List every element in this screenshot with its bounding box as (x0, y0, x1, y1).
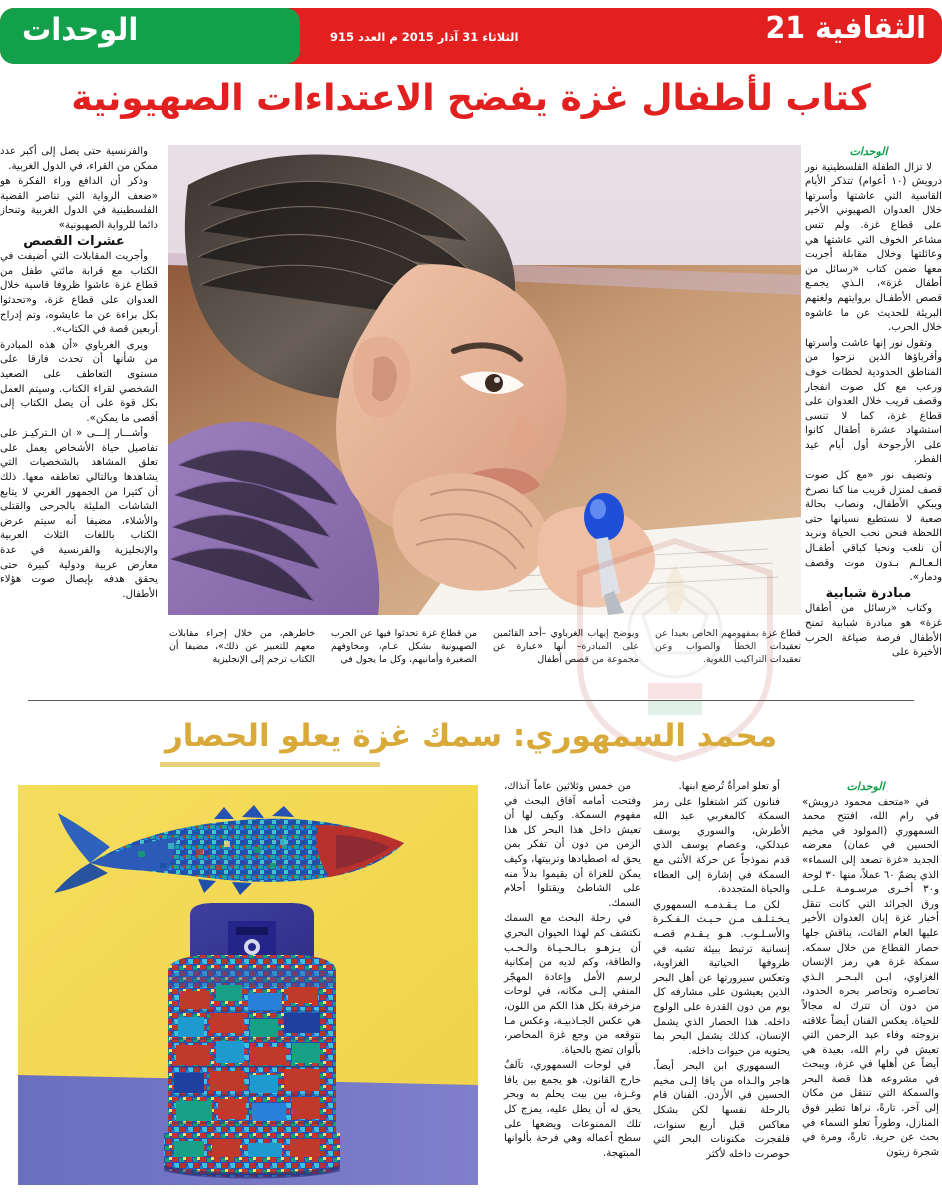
issue-date-line: الثلاثاء 31 آذار 2015 م العدد 915 (330, 30, 519, 44)
paragraph: لا تزال الطفلة الفلسطينية نور درويش (١٠ أعوام) تتذكر الأيام القاسية التي عاشتها وأسرتها خلال العدوان الصهيوني الأخير على قطاع غزة. ولم تنس مشاعر الخوف التي عاشتها هي وعائلتها وخلال مقابلة أجريت معها ضمن كتاب «رسائل من أطفال غزة»، الـذي يجمـع قصص الأطفـال بروايتهم ولغتهم البريئة للحديث عن ما عاشوه خلال الحرب. (805, 161, 942, 334)
article1-left-column (0, 145, 158, 603)
paragraph: وتقول نور إنها عاشت وأسرتها وأقرباؤها الذين نزحوا من المناطق الحدودية لحظات خوف ورعب مع كل صوت انفجار وقصف قريب خلال العدوان على قطاع غزة، كما لا تنسى استشهاد عشرة أطفال كانوا على الأرجوحة أول أيام عيد الفطر. (805, 337, 942, 466)
paragraph: وذكر أن الدافع وراء الفكرة هو «ضعف الرواية التي تناصر القضية الفلسطينية في الدول الغربية وتنحاز دائما للرواية الصهيونية» (0, 176, 158, 231)
caption-column: قطاع غزة بمفهومهم الخاص بعيدا عن تعقيدات الخطأ والصواب وعن تعقيدات التراكيب اللغوية. (655, 628, 801, 666)
paragraph: وكتاب «رسائل من أطفال غزة» هو مبادرة شبابية تمنح الأطفال فرصة صياغة الحرب الأخيرة على (805, 603, 942, 659)
article2-column-2 (653, 780, 790, 1163)
article2-painting (18, 785, 478, 1185)
caption-column: من قطاع غزة تحدثوا فيها عن الحرب الصهيونية بشكل عـام، ومخاوفهم الصغيرة وأمانيهم، وكل ما يجول في (331, 628, 477, 666)
article1-headline: كتاب لأطفال غزة يفضح الاعتداءات الصهيونية (71, 78, 871, 119)
article2-column-3 (504, 780, 641, 1162)
paragraph: السمهوري ابن البحر أيضاً. هاجر والـداه من يافا إلـى مخيم الحسين في الأردن. الفنان قام بالرحلة نفسها لكن بشكل معاكس قبل أربع سنوات، فلفجرت مكنونات البحر التي حوصرت داخله لأكثر (653, 1061, 790, 1160)
article1-subheading-stories: عشرات القصص (23, 233, 125, 249)
section-badge-label: الثقافية 21 (765, 11, 926, 46)
paragraph: في رحلة البحث مع السمك نكتشف كم لهذا الحيوان البحري أن يـزهـو بـالـحـيـاة والـحـب والطاقة، وكم لديه من إمكانية لرسم الأمل وإعادة المهجّر المنفي إلـى مكانه، في لوحات مزخرفة بكل هذا الكم من اللون، هي عكس الجـاذبيـة، وعكس مـا نتوقعه من وجع غزة المحاصر، بألوان تضج بالحياة. (504, 913, 641, 1056)
article1-photo (168, 145, 801, 615)
caption-column: خاطرهم، من خلال إجراء مقابلات معهم للتعبير عن ذلك»، مضيفا أن الكتاب ترجم إلى الإنجليزية (169, 628, 315, 666)
paragraph: في لوحات السمهوري، تآلفٌ خارج القانون. هو يجمع بين يافا وغـزة، بين بيت يحلم به وبحر يحق له أن يطل عليه، يمزج كل تلك الممنوعات ويضعها على سطح أعماله وهي فرحة بألوانها المبتهجة. (504, 1060, 641, 1159)
article2-headline-underline (160, 762, 380, 767)
article2-byline: الوحدات (846, 780, 885, 793)
caption-column: ويوضح إيهاب الغرباوي –أحد القائمين على المبادرة– أنها «عبارة عن مجموعة من قصص أطفال (493, 628, 639, 666)
paragraph: فنانون كثر اشتغلوا على رمز السمكة كالمغربي عبد الله الأطرش، والسوري يوسف عبدلكي، وعصام يوسف الذي قدم نموذجاً عن حركة الأنثى مع السمكة في إشارة إلى العطاء والحياة المتجددة. (653, 796, 790, 896)
paragraph: من خمس وثلاثين عاماً آنذاك، وفتحت أمامه آفاق البحث في مفهوم السمكة. وكيف لها أن تعيش داخل هذا البحر كل هذا الزمن من دون أن تفكر بمن يحق له اصطيادها وتربيتها، وكيف يمكن للغزاة أن يقيموا بدلاً منه على الشاطئ ويقتلوا أحلام السمك. (504, 781, 641, 909)
article2-column-1 (802, 780, 939, 1161)
article1 (0, 145, 942, 690)
article2 (0, 780, 942, 1195)
masthead (0, 8, 942, 64)
paragraph: لكن مـا يـقـدمـه السمهوري يـخـتـلـف مـن حـيـث الـفـكـرة والأسـلـوب. هـو يـقـدم قصـه إنسانية ترتبط ببيئة تشبه في ظروفها الحياتية الغزاوية، وتعكس سيرورتها عن أهل البحر الذين يعيشون على مشارفه كل يوم من دون القدرة على الولوج داخله. هذا الحصار الذي يشمل الإنسان، كذلك يشمل البحر بما يحتويه من حيوات داخله. (653, 899, 790, 1057)
article1-subheading-initiative: مبادرة شبابية (825, 585, 912, 601)
paragraph: والفرنسية حتى يصل إلى أكبر عدد ممكن من القراء، في الدول الغربية. (0, 146, 158, 172)
article2-headline: محمد السمهوري: سمك غزة يعلو الحصار (164, 718, 778, 754)
paragraph: وأجريت المقابلات التي أضيفت في الكتاب مع قرابة مائتي طفل من قطاع غزة عاشوا ظروفا قاسية خلال العدوان على قطاع غزة، و«تحدثوا بكل براءة عن ما عايشوه، وتم إدراج أربعين قصة في الكتاب». (0, 251, 158, 336)
paragraph: وأشـــار إلـــى « ان الـتركيـز على تفاصيل حياة الأشخاص يعمل على تعلق المشاهد بالشخصيات التي يشاهدها وبالتالي تعاطفه معها. ذلك أن كثيرا من الجمهور الغربي لا يتابع الشاشات المليئة بالجرحى والقتلى والأشلاء، مضيفا أنه سيتم عرض الكتاب باللغات الثلاث العربية والإنجليزية والفرنسية في عدة معارض عربية ودولية كبيرة حتى يحقق هدفه بإيصال صوت هؤلاء الأطفال. (0, 428, 158, 600)
article1-right-column (805, 145, 942, 662)
section-divider (28, 700, 914, 701)
newspaper-brand-logo: الوحدات (22, 12, 139, 48)
article1-byline: الوحدات (849, 145, 888, 158)
article1-caption-columns (168, 627, 801, 687)
paragraph: أو تعلو امرأةٌ تُرضع ابنها. (678, 781, 780, 792)
paragraph: وتضيف نور «مع كل صوت قصف لمنزل قريب منا كنا نصرخ ويبكي الأطفال، ونصاب بحالة صعبة لا نستطيع نسيانها حتى اللحظة فنحن نحب الحياة ونريد أن نلعب ونحيا كباقي أطفـال الـعـالـم بـدون موت وقصف ودمار». (805, 470, 942, 584)
paragraph: في «متحف محمود درويش» في رام الله، افتتح محمد السمهوري (المولود في مخيم الحسين في عمان) معرضه الجديد «غزة تصعد إلى السماء» الذي يضمّ ٦٠ عملاً، منها ٣٠ لوحة و٣٠ أخـرى مرسـومـة عـلـى ورق الجرائد التي كانت تنقل أخبار غزة إبان العدوان الأخير عليها العام الفائت، يناقش جلها حصار القطاع من خلال سمكه. سمكة غزة هي رمز الإنسان الغزاوي، ابـن البـحـر الـذي تحاصـره وتحاصر بحره الحدود، من دون أن تترك له مجالاً للحياة. يعكس الفنان أيضاً علاقته بزوجته وفاء عبد الرحمن التي تعيش في رام الله، بعيدة هي أيضاً عن أهلها في غزة، ويبحث في مشروعه هذا قصة البحر والسمكة التي تنتقل من مكان إلى آخر. تارةً، نراها تطير فوق المنازل، وطوراً تعلو السماء في بحث عن حرية. تارةً، ومرة في شجرة زيتون (802, 796, 939, 1158)
paragraph: ويرى الغرباوي «أن هذه المبادرة من شأنها أن تحدث فارقا على مستوى التعاطف على الصعيد الشخصي لقراء الكتاب. وسيتم العمل بكل قوة على أن يصل الكتاب إلى أقصى ما يمكن». (0, 339, 158, 424)
